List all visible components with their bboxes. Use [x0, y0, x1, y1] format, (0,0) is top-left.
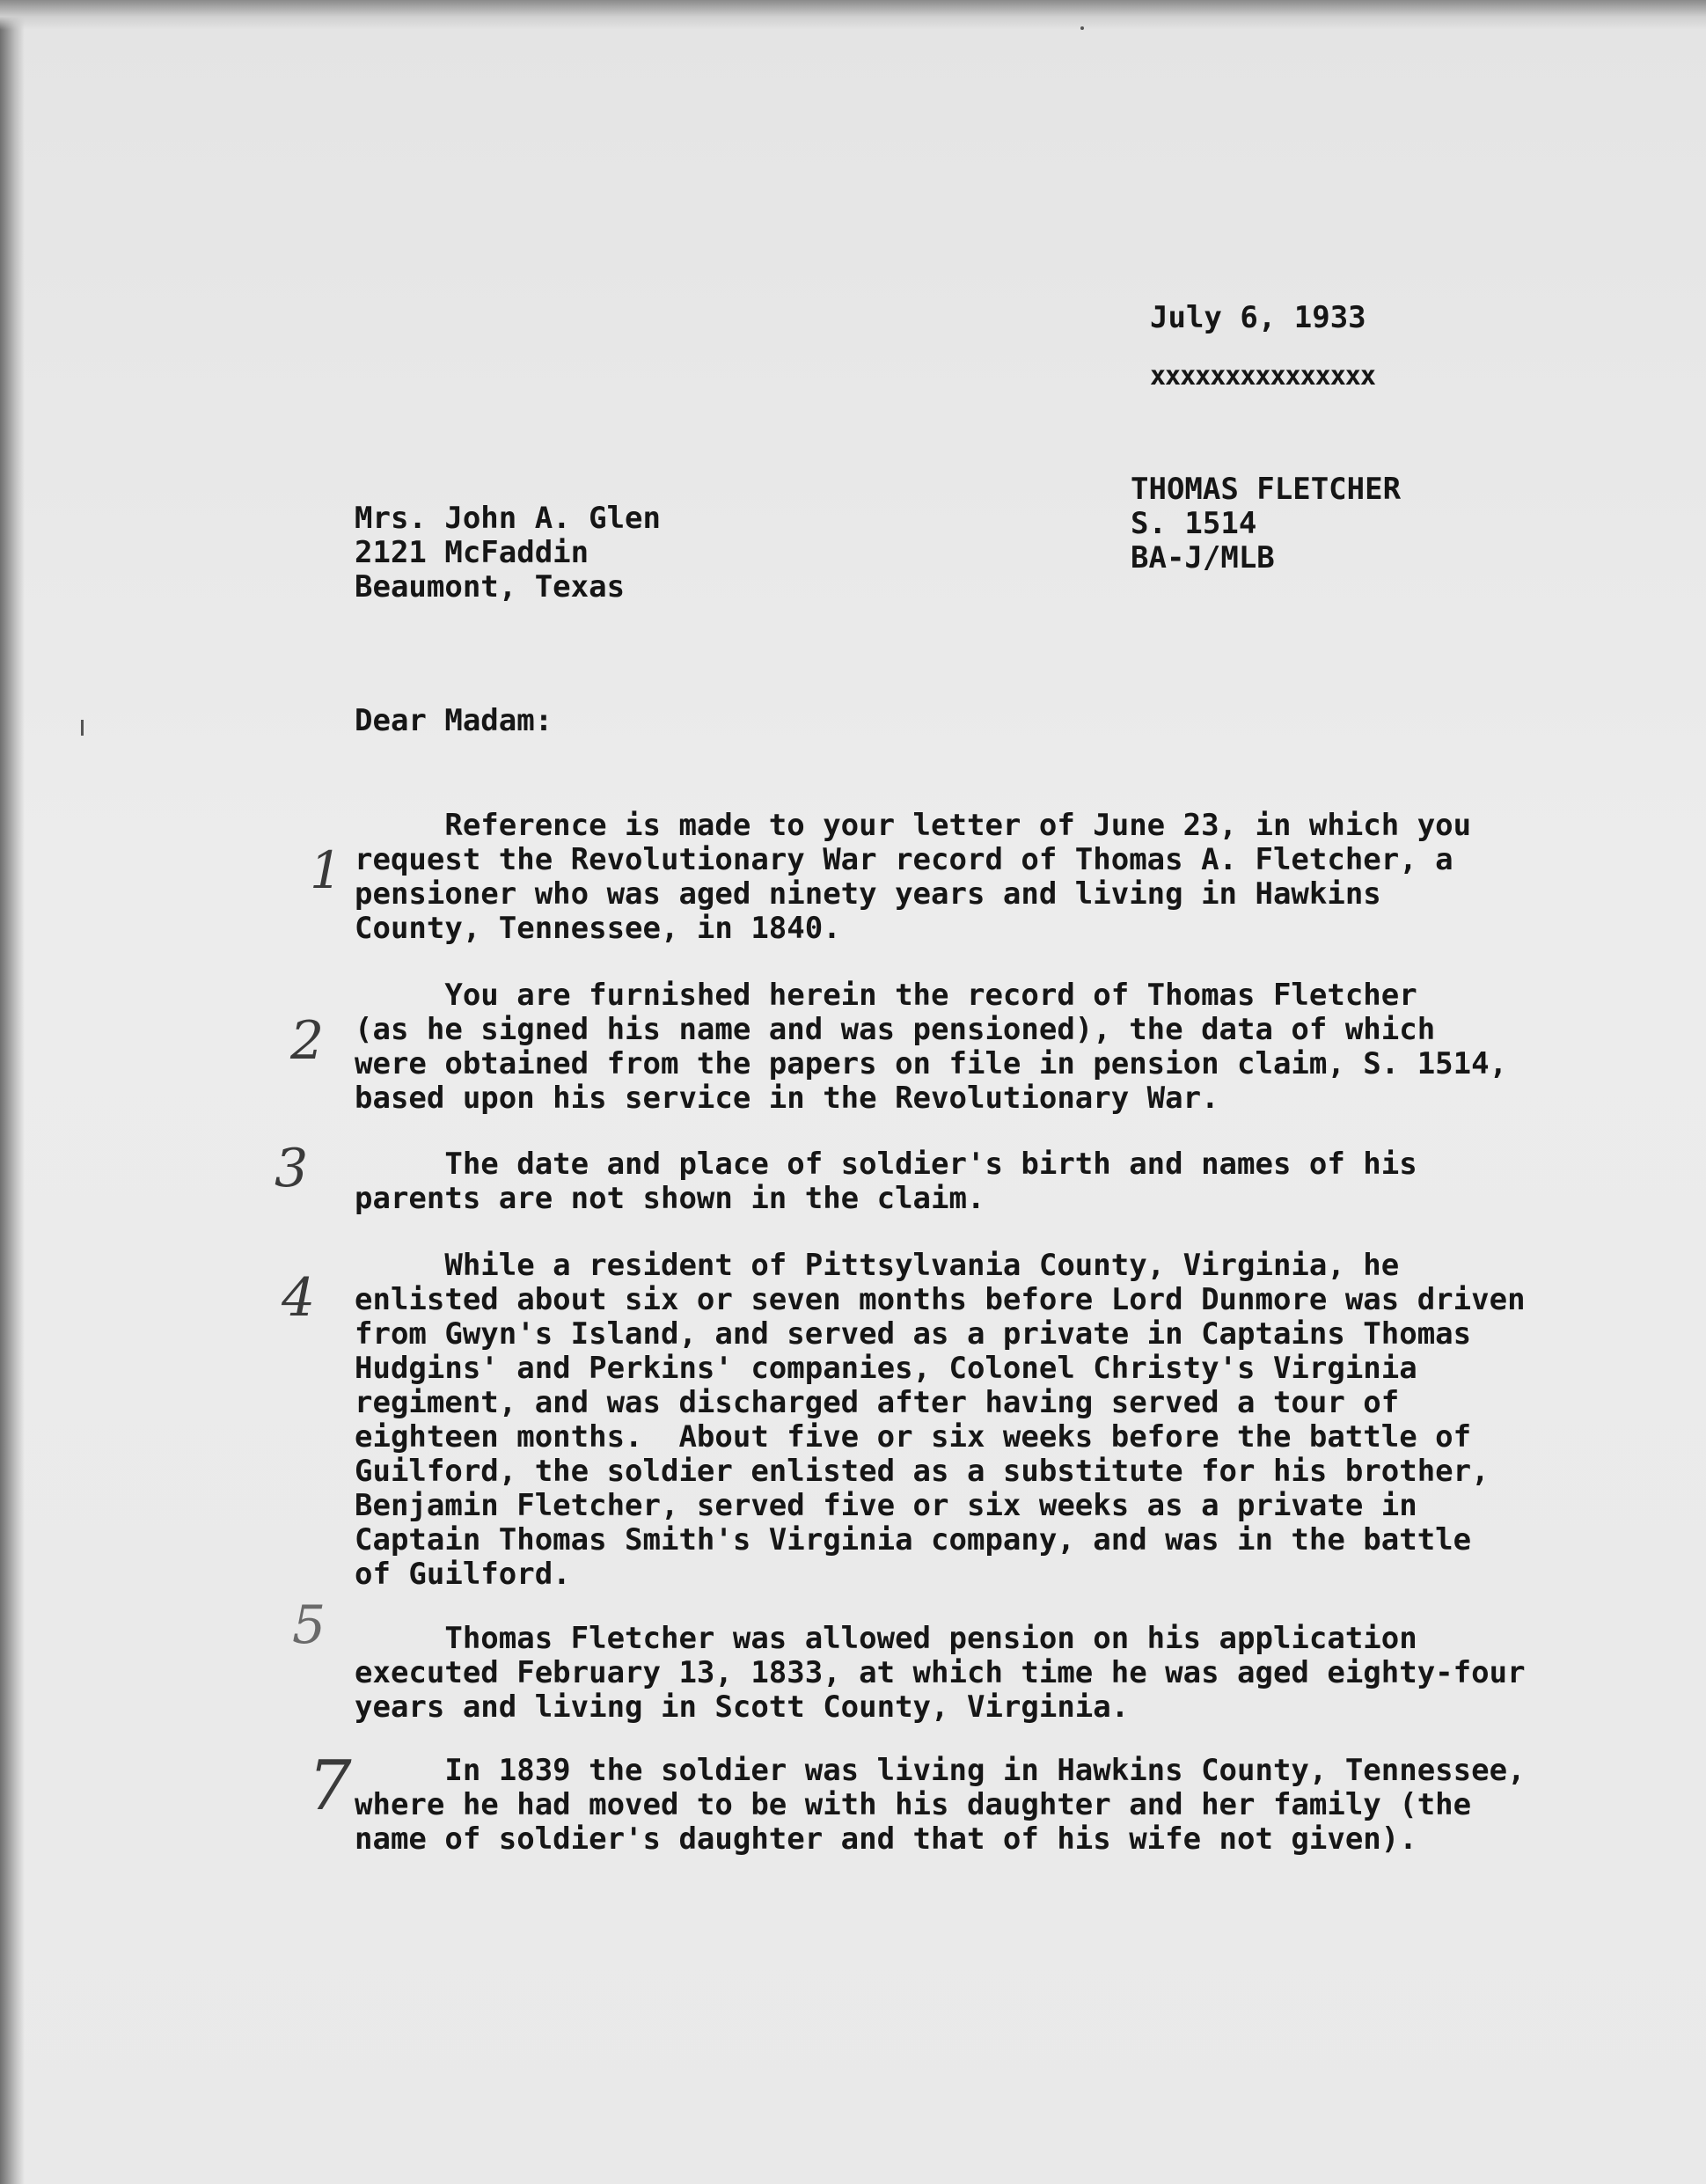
- reference-initials: BA-J/MLB: [1131, 540, 1275, 575]
- paragraph-line: You are furnished herein the record of Thomas Fletcher: [355, 978, 1417, 1013]
- paragraph-line: regiment, and was discharged after having served a tour of: [355, 1385, 1400, 1420]
- paragraph-line: executed February 13, 1833, at which time he was aged eighty-four: [355, 1655, 1526, 1690]
- paragraph-line: where he had moved to be with his daughter and her family (the: [355, 1787, 1472, 1822]
- recipient-street: 2121 McFaddin: [355, 535, 589, 570]
- scan-top-edge-shadow: [0, 0, 1706, 30]
- margin-note-4: 4: [282, 1267, 316, 1329]
- margin-note-1: 1: [310, 840, 342, 900]
- paragraph-line: County, Tennessee, in 1840.: [355, 911, 841, 946]
- paragraph-line: Hudgins' and Perkins' companies, Colonel Christy's Virginia: [355, 1351, 1417, 1386]
- scan-mark: [81, 720, 84, 736]
- paragraph-line: name of soldier's daughter and that of his wife not given).: [355, 1821, 1417, 1857]
- paragraph-line: based upon his service in the Revolutionary War.: [355, 1081, 1219, 1116]
- recipient-address: [355, 502, 661, 605]
- reference-block: [1131, 473, 1401, 575]
- paragraph-line: request the Revolutionary War record of Thomas A. Fletcher, a: [355, 842, 1453, 877]
- paragraph-5: [355, 1622, 1526, 1725]
- paragraph-line: Thomas Fletcher was allowed pension on his application: [355, 1621, 1417, 1656]
- reference-claim-number: S. 1514: [1131, 506, 1257, 541]
- paragraph-line: enlisted about six or seven months before Lord Dunmore was driven: [355, 1282, 1526, 1317]
- struck-line: xxxxxxxxxxxxxxx: [1150, 361, 1375, 392]
- paragraph-2: [355, 978, 1507, 1116]
- paragraph-line: parents are not shown in the claim.: [355, 1181, 985, 1216]
- margin-note-7: 7: [308, 1747, 352, 1826]
- paragraph-line: Captain Thomas Smith's Virginia company, and was in the battle: [355, 1522, 1472, 1557]
- letter-date: July 6, 1933: [1150, 300, 1366, 335]
- reference-name: THOMAS FLETCHER: [1131, 472, 1402, 507]
- paragraph-line: Benjamin Fletcher, served five or six weeks as a private in: [355, 1488, 1417, 1523]
- paragraph-line: of Guilford.: [355, 1557, 571, 1592]
- margin-note-3: 3: [275, 1138, 309, 1199]
- paragraph-line: Reference is made to your letter of June 23, in which you: [355, 808, 1472, 843]
- recipient-name: Mrs. John A. Glen: [355, 501, 661, 536]
- paragraph-3: [355, 1147, 1417, 1216]
- scan-left-edge-shadow: [0, 0, 25, 2184]
- margin-note-2: 2: [290, 1010, 325, 1072]
- paragraph-line: In 1839 the soldier was living in Hawkins County, Tennessee,: [355, 1753, 1526, 1788]
- paragraph-1: [355, 809, 1471, 946]
- paragraph-line: were obtained from the papers on file in pension claim, S. 1514,: [355, 1046, 1508, 1081]
- paragraph-4: [355, 1249, 1526, 1592]
- paragraph-line: pensioner who was aged ninety years and living in Hawkins: [355, 876, 1381, 912]
- paragraph-6: [355, 1754, 1526, 1857]
- paragraph-line: (as he signed his name and was pensioned), the data of which: [355, 1012, 1436, 1047]
- paragraph-line: years and living in Scott County, Virginia.: [355, 1689, 1130, 1725]
- salutation: Dear Madam:: [355, 703, 553, 738]
- recipient-city: Beaumont, Texas: [355, 569, 626, 605]
- paragraph-line: eighteen months. About five or six weeks before the battle of: [355, 1419, 1472, 1455]
- scan-mark: [1080, 26, 1084, 30]
- margin-note-5: 5: [292, 1594, 326, 1656]
- paragraph-line: from Gwyn's Island, and served as a private in Captains Thomas: [355, 1316, 1472, 1352]
- paragraph-line: Guilford, the soldier enlisted as a substitute for his brother,: [355, 1454, 1490, 1489]
- paragraph-line: While a resident of Pittsylvania County, Virginia, he: [355, 1248, 1400, 1283]
- paragraph-line: The date and place of soldier's birth and names of his: [355, 1147, 1417, 1182]
